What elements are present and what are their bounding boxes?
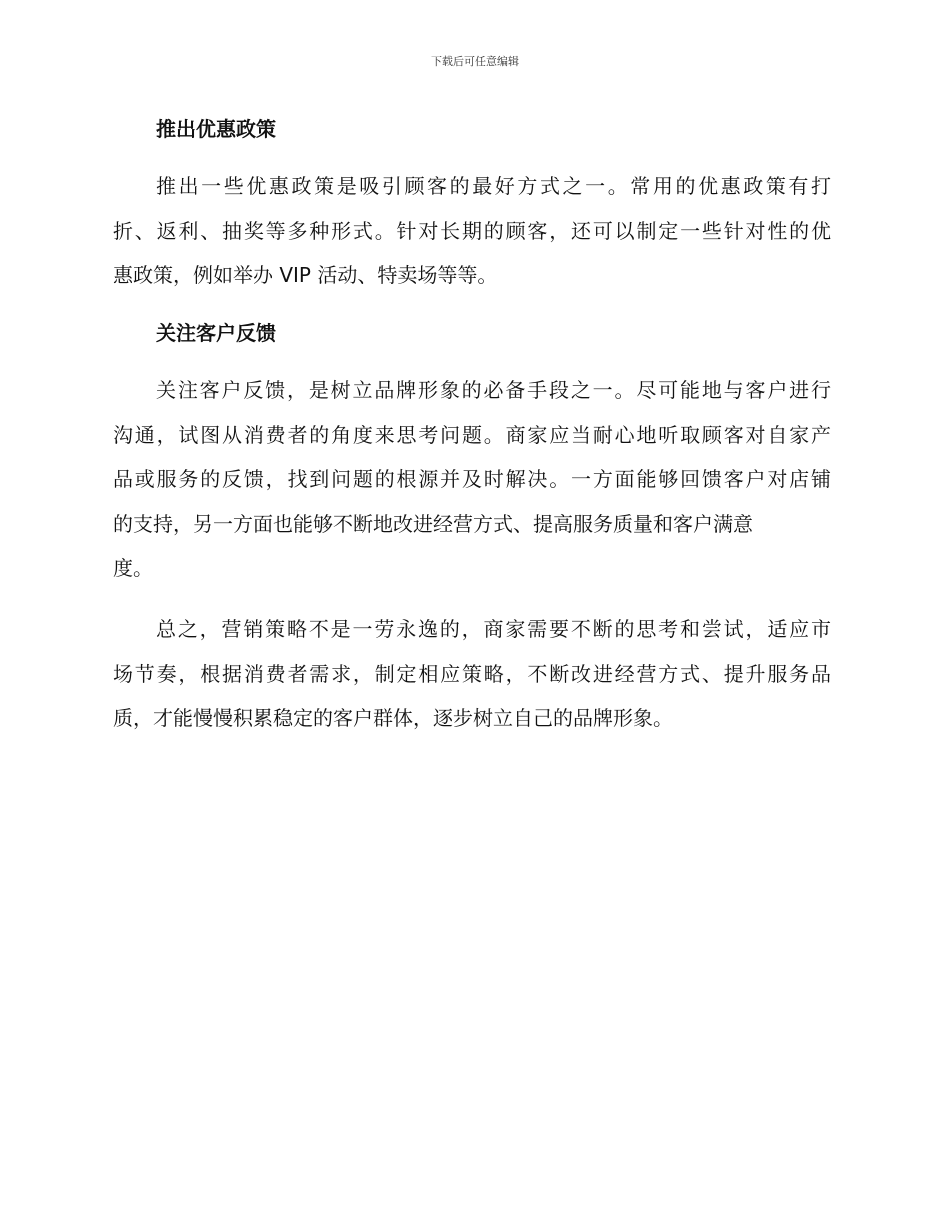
paragraph-line: 沟通，试图从消费者的角度来思考问题。商家应当耐心地听取顾客对自家产 — [113, 422, 831, 447]
conclusion-paragraph — [113, 607, 831, 741]
paragraph-line: 总之，营销策略不是一劳永逸的，商家需要不断的思考和尝试，适应市 — [156, 617, 831, 641]
paragraph-line: 品或服务的反馈，找到问题的根源并及时解决。一方面能够回馈客户对店铺 — [113, 467, 831, 491]
paragraph-line: 关注客户反馈，是树立品牌形象的必备手段之一。尽可能地与客户进行 — [156, 378, 831, 402]
paragraph-line: 推出一些优惠政策是吸引顾客的最好方式之一。常用的优惠政策有打 — [156, 174, 831, 198]
paragraph-line: 折、返利、抽奖等多种形式。针对长期的顾客，还可以制定一些针对性的优 — [113, 218, 831, 243]
section-paragraph-customer-feedback — [113, 368, 831, 591]
section-heading-customer-feedback: 关注客户反馈 — [156, 321, 276, 345]
paragraph-line: 质，才能慢慢积累稳定的客户群体，逐步树立自己的品牌形象。 — [113, 706, 673, 730]
paragraph-line: 惠政策，例如举办 VIP 活动、特卖场等等。 — [113, 263, 498, 287]
section-heading-discount-policy: 推出优惠政策 — [156, 117, 276, 141]
section-paragraph-discount-policy — [113, 164, 831, 298]
paragraph-line: 度。 — [113, 556, 153, 580]
paragraph-line: 场节奏，根据消费者需求，制定相应策略，不断改进经营方式、提升服务品 — [113, 661, 831, 686]
page-header: 下载后可任意编辑 — [431, 55, 519, 68]
paragraph-line: 的支持，另一方面也能够不断地改进经营方式、提高服务质量和客户满意 — [113, 511, 753, 536]
